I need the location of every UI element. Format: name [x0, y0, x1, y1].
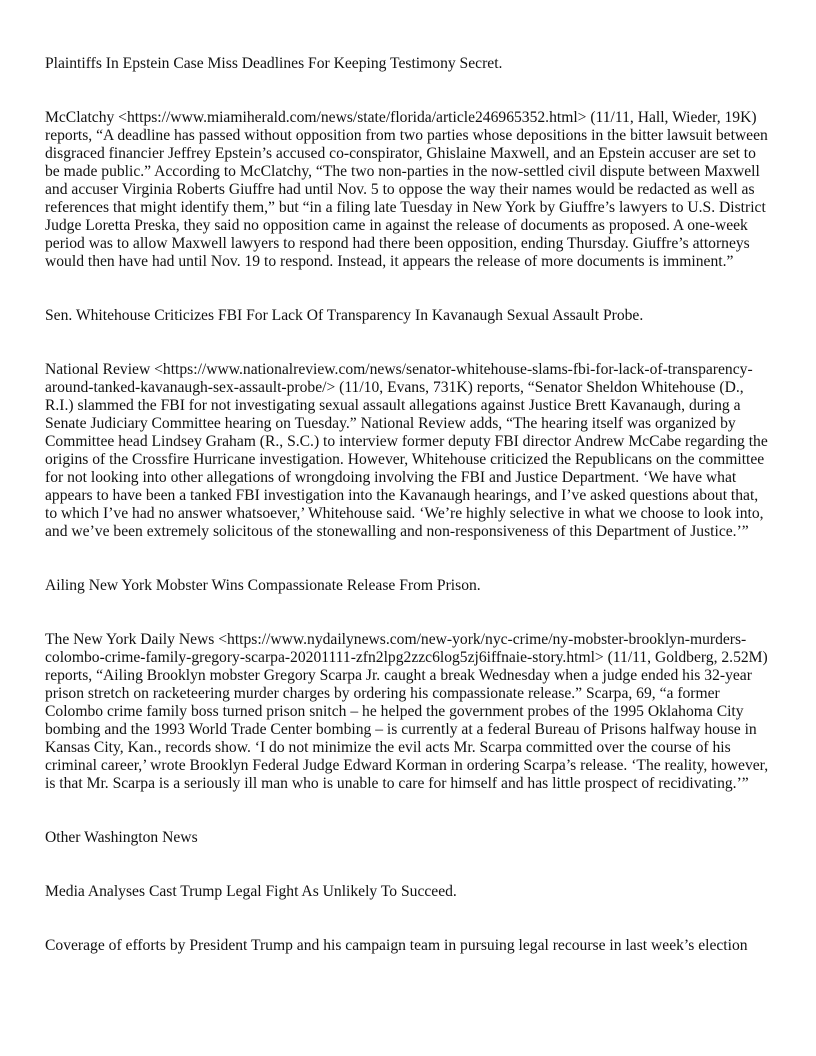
article-3-body: The New York Daily News <https://www.nydailynews.com/new-york/nyc-crime/ny-mobster-brooklyn-murders-colombo-crime-family-gregory-scarpa-20201111-zfn2lpg2zzc6log5zj6iffnaie-story.html> (11/11, Goldberg, 2.52M) reports, “Ailing Brooklyn mobster Gregory Scarpa Jr. caught a break Wednesday when a judge ended his 32-year prison stretch on racketeering murder charges by ordering his compassionate release.” Scarpa, 69, “a former Colombo crime family boss turned prison snitch – he helped the government probes of the 1995 Oklahoma City bombing and the 1993 World Trade Center bombing – is currently at a federal Bureau of Prisons halfway house in Kansas City, Kan., records show. ‘I do not minimize the evil acts Mr. Scarpa committed over the course of his criminal career,’ wrote Brooklyn Federal Judge Edward Korman in ordering Scarpa’s release. ‘The reality, however, is that Mr. Scarpa is a seriously ill man who is unable to care for himself and has little prospect of recidivating.’” — [45, 631, 769, 792]
article-2-body: National Review <https://www.nationalreview.com/news/senator-whitehouse-slams-fbi-for-lack-of-transparency-around-tanked-kavanaugh-sex-assault-probe/> (11/10, Evans, 731K) reports, “Senator Sheldon Whitehouse (D., R.I.) slammed the FBI for not investigating sexual assault allegations against Justice Brett Kavanaugh, during a Senate Judiciary Committee hearing on Tuesday.” National Review adds, “The hearing itself was organized by Committee head Lindsey Graham (R., S.C.) to interview former deputy FBI director Andrew McCabe regarding the origins of the Crossfire Hurricane investigation. However, Whitehouse criticized the Republicans on the committee for not looking into other allegations of wrongdoing involving the FBI and Justice Department. ‘We have what appears to have been a tanked FBI investigation into the Kavanaugh hearings, and I’ve asked questions about that, to which I’ve had no answer whatsoever,’ Whitehouse said. ‘We’re highly selective in what we choose to look into, and we’ve been extremely solicitous of the stonewalling and non-responsiveness of this Department of Justice.’” — [45, 361, 768, 540]
article-3-headline: Ailing New York Mobster Wins Compassionate Release From Prison. — [45, 577, 481, 594]
section-title: Other Washington News — [45, 829, 198, 846]
trailing-headline: Media Analyses Cast Trump Legal Fight As Unlikely To Succeed. — [45, 883, 457, 900]
trailing-partial-paragraph: Coverage of efforts by President Trump and his campaign team in pursuing legal recourse in last week’s election — [45, 937, 748, 954]
document-page — [45, 55, 771, 955]
article-2-headline: Sen. Whitehouse Criticizes FBI For Lack Of Transparency In Kavanaugh Sexual Assault Probe. — [45, 307, 644, 324]
article-1-headline: Plaintiffs In Epstein Case Miss Deadlines For Keeping Testimony Secret. — [45, 55, 503, 72]
article-1-body: McClatchy <https://www.miamiherald.com/news/state/florida/article246965352.html> (11/11, Hall, Wieder, 19K) reports, “A deadline has passed without opposition from two parties whose depositions in the bitter lawsuit between disgraced financier Jeffrey Epstein’s accused co-conspirator, Ghislaine Maxwell, and an Epstein accuser are set to be made public.” According to McClatchy, “The two non-parties in the now-settled civil dispute between Maxwell and accuser Virginia Roberts Giuffre had until Nov. 5 to oppose the way their names would be redacted as well as references that might identify them,” but “in a filing late Tuesday in New York by Giuffre’s lawyers to U.S. District Judge Loretta Preska, they said no opposition came in against the release of documents as proposed. A one-week period was to allow Maxwell lawyers to respond had there been opposition, ending Thursday. Giuffre’s attorneys would then have had until Nov. 19 to respond. Instead, it appears the release of more documents is imminent.” — [45, 109, 768, 270]
